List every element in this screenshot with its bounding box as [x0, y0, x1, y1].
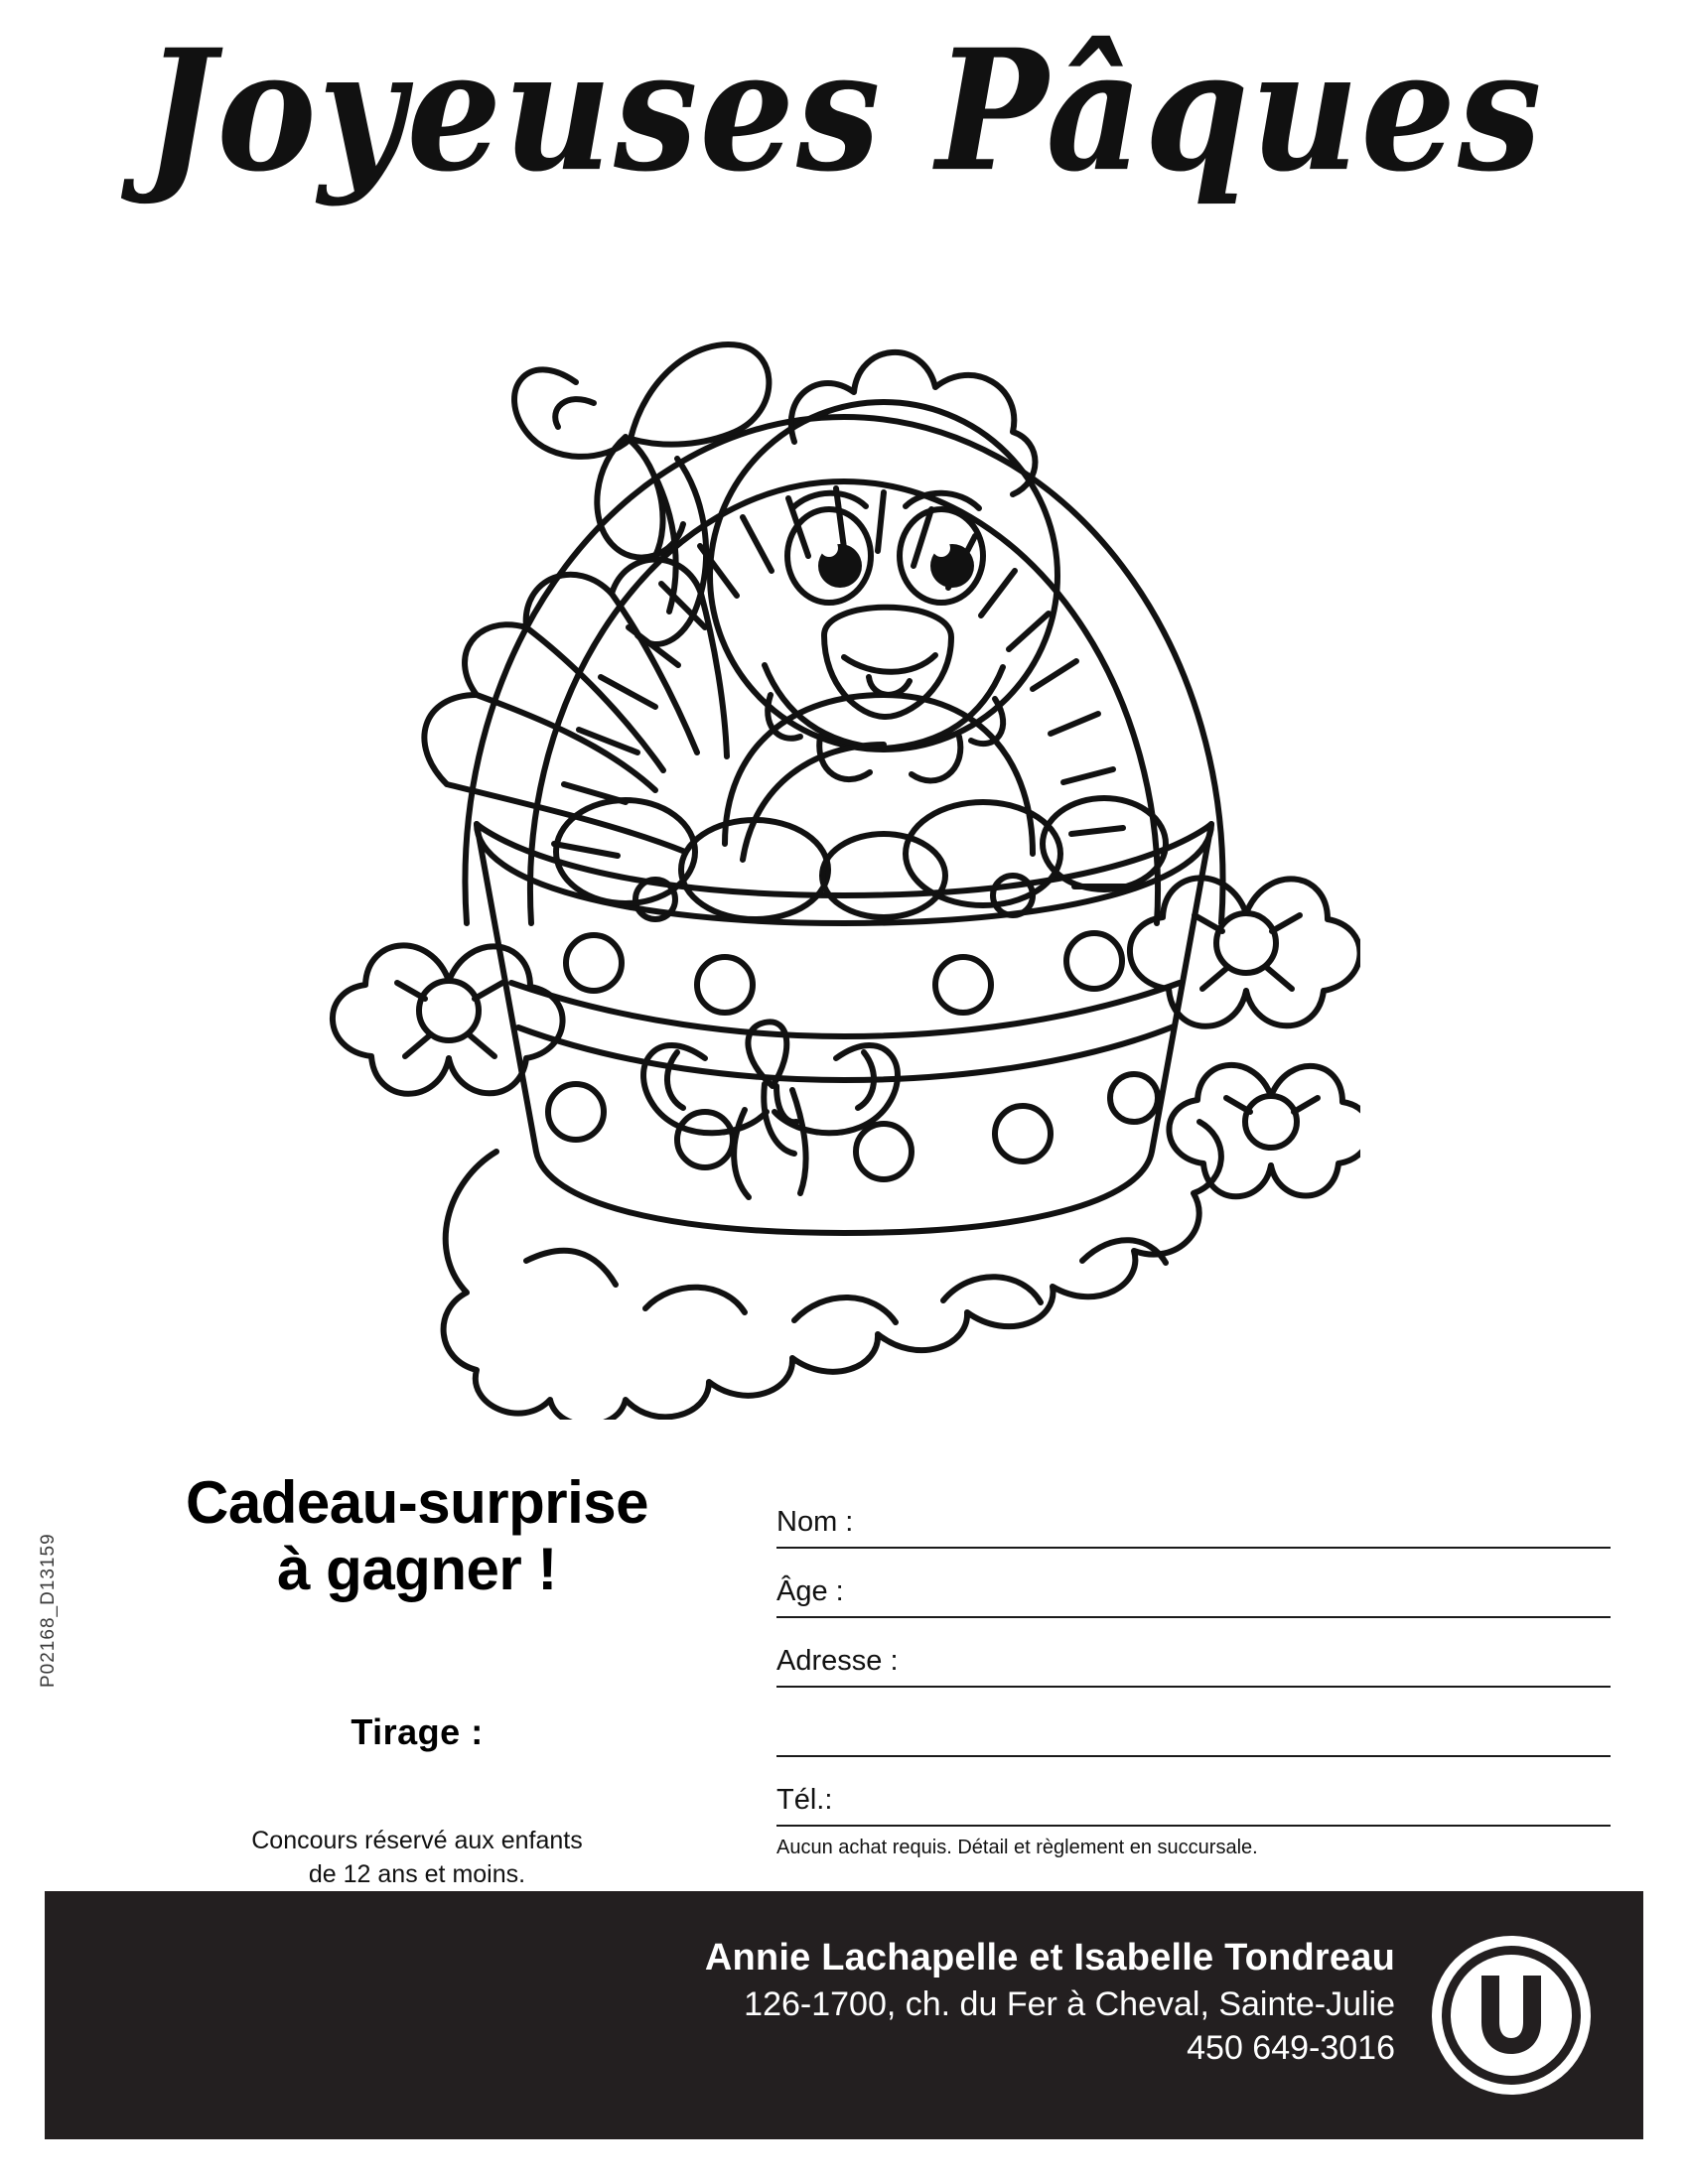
contest-rules [99, 1825, 735, 1892]
contest-rules-line2: de 12 ans et moins. [308, 1860, 526, 1889]
field-label-adresse: Adresse : [776, 1645, 899, 1677]
field-adresse[interactable] [776, 1618, 1611, 1688]
contest-rules-line1: Concours réservé aux enfants [251, 1827, 583, 1855]
uniprix-u-logo [1427, 1931, 1596, 2100]
field-nom[interactable] [776, 1479, 1611, 1549]
easter-basket-chick-illustration [328, 228, 1360, 1420]
footer-bar [45, 1891, 1643, 2139]
promo-headline-line1: Cadeau-surprise [186, 1469, 648, 1536]
footer-phone: 450 649-3016 [1187, 2028, 1395, 2067]
form-fine-print: Aucun achat requis. Détail et règlement en succursale. [776, 1837, 1258, 1858]
entry-form[interactable] [776, 1479, 1611, 1859]
footer-contact [705, 1935, 1395, 2070]
title-text: Joyeuses Pâques [144, 13, 1544, 209]
field-label-nom: Nom : [776, 1506, 854, 1538]
field-label-tel: Tél.: [776, 1784, 833, 1816]
field-label-age: Âge : [776, 1575, 844, 1607]
promo-headline-line2: à gagner ! [277, 1536, 557, 1603]
footer-owner-names: Annie Lachapelle et Isabelle Tondreau [704, 1937, 1395, 1979]
print-code: P02168_D13159 [38, 1533, 59, 1688]
page-title [0, 13, 1688, 209]
promo-headline [99, 1469, 735, 1602]
promo-block [99, 1469, 735, 1892]
field-adresse-line2[interactable] [776, 1688, 1611, 1757]
field-tel[interactable] [776, 1757, 1611, 1827]
field-age[interactable] [776, 1549, 1611, 1618]
footer-address: 126-1700, ch. du Fer à Cheval, Sainte-Julie [744, 1984, 1395, 2023]
draw-label: Tirage : [351, 1711, 484, 1753]
